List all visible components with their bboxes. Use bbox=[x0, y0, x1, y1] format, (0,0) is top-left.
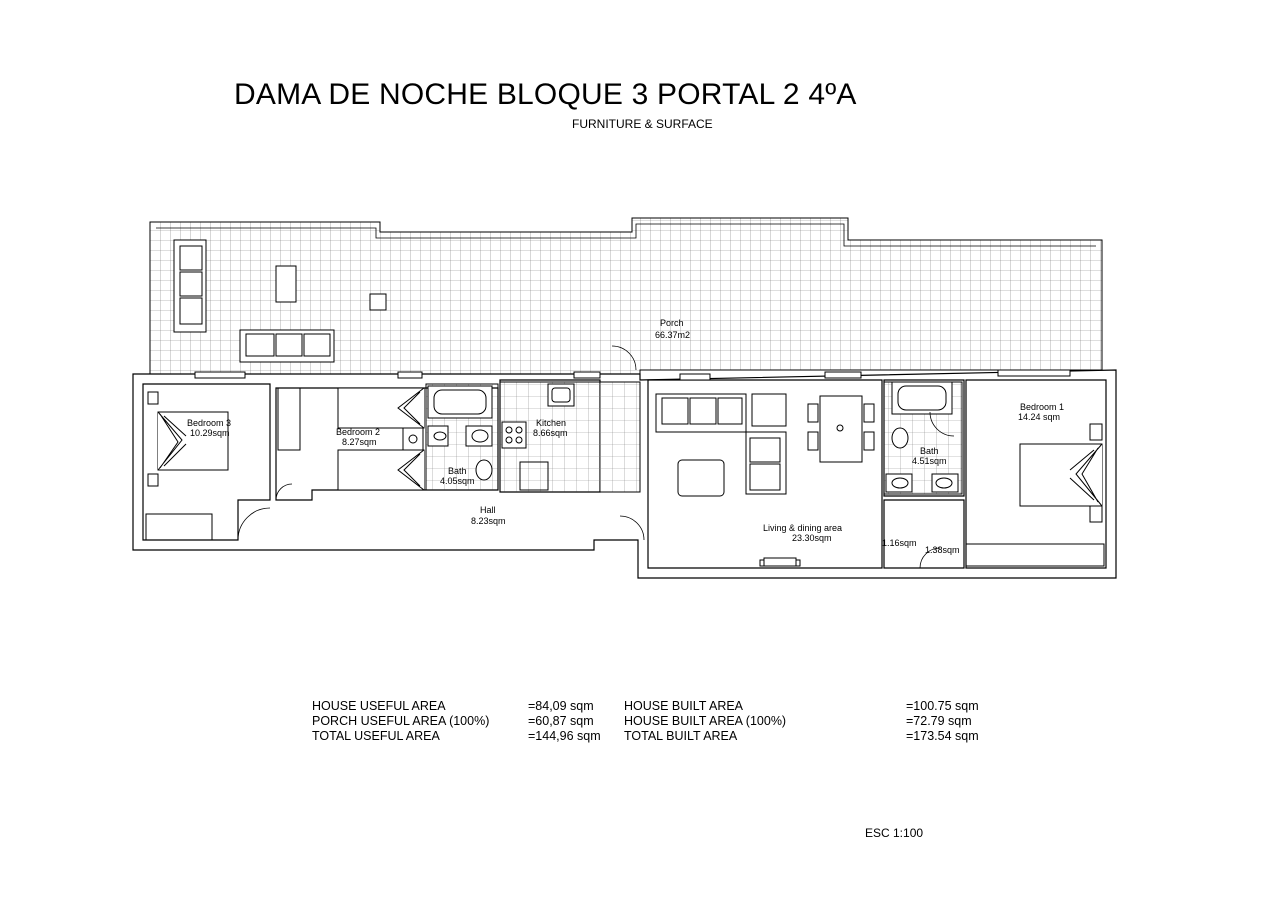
bath-left-name: Bath bbox=[448, 466, 467, 476]
porch-stool bbox=[370, 294, 386, 310]
total-useful-area-label: TOTAL USEFUL AREA bbox=[312, 729, 440, 743]
plan-title: DAMA DE NOCHE BLOQUE 3 PORTAL 2 4ºA bbox=[234, 78, 857, 111]
closet-b-area: 1.38sqm bbox=[925, 545, 960, 555]
useful-area-labels bbox=[312, 699, 489, 744]
bedroom3-name: Bedroom 3 bbox=[187, 418, 232, 428]
hall-name: Hall bbox=[480, 505, 496, 515]
bath-right-area: 4.51sqm bbox=[912, 456, 947, 466]
bedroom1-area: 14.24 sqm bbox=[1018, 412, 1061, 422]
bath-left-area: 4.05sqm bbox=[440, 476, 475, 486]
scale-label: ESC 1:100 bbox=[865, 826, 924, 840]
porch-name: Porch bbox=[660, 318, 684, 328]
living-area: 23.30sqm bbox=[792, 533, 832, 543]
kitchen-area: 8.66sqm bbox=[533, 428, 568, 438]
closet-a-area: 1.16sqm bbox=[882, 538, 917, 548]
living-name: Living & dining area bbox=[763, 523, 843, 533]
hall-area: 8.23sqm bbox=[471, 516, 506, 526]
bedroom1-name: Bedroom 1 bbox=[1020, 402, 1065, 412]
total-useful-area-value: =144,96 sqm bbox=[528, 729, 601, 743]
total-built-area-label: TOTAL BUILT AREA bbox=[624, 729, 738, 743]
porch-sofa-vertical bbox=[174, 240, 206, 332]
porch-useful-area-label: PORCH USEFUL AREA (100%) bbox=[312, 714, 490, 728]
bedroom3-area: 10.29sqm bbox=[190, 428, 230, 438]
kitchen-name: Kitchen bbox=[536, 418, 567, 428]
built-area-labels bbox=[624, 699, 786, 744]
house-built-area-value: =100.75 sqm bbox=[906, 699, 979, 713]
porch-area-label: 66.37m2 bbox=[655, 330, 691, 340]
useful-area-values bbox=[528, 699, 601, 744]
porch-useful-area-value: =60,87 sqm bbox=[528, 714, 594, 728]
house-useful-area-value: =84,09 sqm bbox=[528, 699, 594, 713]
bedroom2-area: 8.27sqm bbox=[342, 437, 377, 447]
bath-right-name: Bath bbox=[920, 446, 939, 456]
house-built-area-100-label: HOUSE BUILT AREA (100%) bbox=[624, 714, 787, 728]
house-useful-area-label: HOUSE USEFUL AREA bbox=[312, 699, 446, 713]
house-built-area-label: HOUSE BUILT AREA bbox=[624, 699, 744, 713]
porch-sofa-horizontal bbox=[240, 330, 334, 362]
house-built-area-100-value: =72.79 sqm bbox=[906, 714, 972, 728]
total-built-area-value: =173.54 sqm bbox=[906, 729, 979, 743]
built-area-values bbox=[906, 699, 979, 744]
porch-table bbox=[276, 266, 296, 302]
plan-subtitle: FURNITURE & SURFACE bbox=[572, 117, 713, 131]
bedroom2-name: Bedroom 2 bbox=[336, 427, 381, 437]
